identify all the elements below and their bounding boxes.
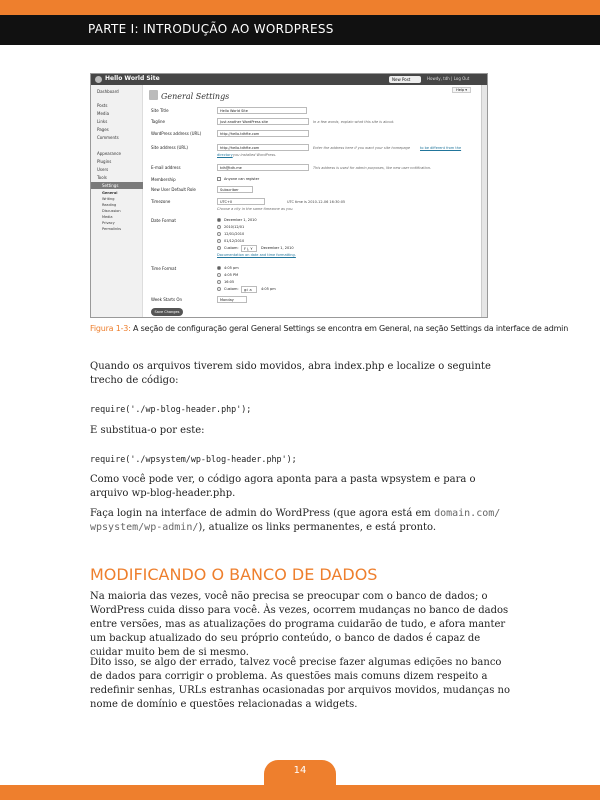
time-option-1: 4:05 pm (224, 266, 239, 270)
sidebar-item-settings[interactable] (91, 182, 143, 189)
paragraph-5: Na maioria das vezes, você não precisa se preocupar com o banco de dados; o WordPress cuida disso para você. Às vezes, ocorrem mudanças no banco de dados entre versões, mas as atualizações do programa cuidarão de tudo, e afora manter um backup atualizado do seu próprio conteúdo, o banco de dados é capaz de cuidar muito bem de si mesmo. (90, 591, 509, 658)
time-radio-3[interactable] (217, 280, 221, 284)
time-option-2: 4:05 PM (224, 273, 239, 277)
email-input[interactable]: tdh@tdh.me (217, 164, 309, 171)
page-number: 14 (293, 765, 307, 776)
settings-page-icon (149, 90, 158, 100)
date-option-4: 01/12/2010 (224, 239, 245, 243)
paragraph-6: Dito isso, se algo der errado, talvez você precise fazer algumas edições no banco de dados para corrigir o problema. As questões mais comuns dizem respeito a redefinir senhas, URLs estranhas ocasionadas por arquivos movidos, mudanças no nome de domínio e questões relacionadas a widgets. (90, 657, 511, 710)
sidebar-sub-permalinks[interactable]: Permalinks (102, 227, 122, 231)
paragraph-2: E substitua-o por este: (90, 425, 205, 436)
section-heading: MODIFICANDO O BANCO DE DADOS (90, 565, 378, 584)
week-starts-select[interactable]: Monday (217, 296, 247, 303)
site-address-label: Site address (URL) (151, 145, 188, 150)
date-custom-input[interactable]: F j, Y (241, 245, 257, 252)
sidebar-item-pages[interactable]: Pages (97, 127, 109, 132)
email-label: E-mail address (151, 165, 181, 170)
chapter-title: PARTE I: INTRODUÇÃO AO WORDPRESS (88, 22, 334, 36)
sidebar-item-users[interactable]: Users (97, 167, 109, 172)
site-title-input[interactable]: Hello World Site (217, 107, 307, 114)
date-radio-3[interactable] (217, 232, 221, 236)
time-radio-custom[interactable] (217, 287, 221, 291)
paragraph-4-text-a: Faça login na interface de admin do WordPress (que agora está em (90, 508, 435, 519)
sidebar-sub-reading[interactable]: Reading (102, 203, 117, 207)
directory-link[interactable]: directory (217, 153, 233, 157)
membership-option: Anyone can register (224, 177, 260, 181)
date-option-1: December 1, 2010 (224, 218, 257, 222)
wp-site-title: Hello World Site (105, 75, 160, 82)
sidebar-item-media[interactable]: Media (97, 111, 110, 116)
date-doc-link[interactable]: Documentation on date and time formatting. (217, 253, 296, 257)
figure-screenshot (90, 73, 488, 318)
code-block-1: require('./wp-blog-header.php'); (90, 404, 252, 414)
date-option-2: 2010/12/01 (224, 225, 245, 229)
sidebar-sub-general[interactable]: General (102, 191, 118, 195)
timezone-label: Timezone (151, 199, 171, 204)
figure-number: Figura 1-3: (90, 324, 131, 333)
date-radio-4[interactable] (217, 239, 221, 243)
sidebar-sub-discussion[interactable]: Discussion (102, 209, 121, 213)
code-block-2: require('./wpsystem/wp-blog-header.php'); (90, 454, 297, 464)
sidebar-sub-privacy[interactable]: Privacy (102, 221, 115, 225)
footer-accent-bar (0, 785, 600, 800)
sidebar-item-appearance[interactable]: Appearance (97, 151, 122, 156)
paragraph-3: Como você pode ver, o código agora aponta para a pasta wpsystem e para o arquivo wp-blog-header.php. (90, 474, 476, 499)
date-radio-1[interactable] (217, 218, 221, 222)
sidebar-sub-writing[interactable]: Writing (102, 197, 115, 201)
time-custom-input[interactable]: g:i a (241, 286, 257, 293)
date-custom-preview: December 1, 2010 (261, 246, 294, 250)
tagline-description: In a few words, explain what this site is about. (313, 120, 395, 124)
time-option-3: 16:05 (224, 280, 235, 284)
date-format-label: Date Format (151, 218, 176, 223)
time-radio-2[interactable] (217, 273, 221, 277)
tagline-input[interactable]: Just another WordPress site (217, 118, 309, 125)
caption-text: A seção de configuração geral General Settings se encontra em General, na seção Settings da interface de admin (133, 324, 569, 333)
sidebar-item-posts[interactable]: Posts (97, 103, 108, 108)
date-option-3: 12/01/2010 (224, 232, 245, 236)
date-custom-label: Custom: (224, 246, 239, 250)
site-address-description: Enter the address here if you want your site homepage (313, 146, 411, 150)
time-custom-preview: 4:05 pm (261, 287, 276, 291)
sidebar-item-label: Settings (102, 183, 119, 188)
sidebar-item-comments[interactable]: Comments (97, 135, 119, 140)
chapter-header (0, 15, 600, 45)
site-address-input[interactable]: http://hello.tdhfte.com (217, 144, 309, 151)
date-radio-2[interactable] (217, 225, 221, 229)
role-select[interactable]: Subscriber (217, 186, 253, 193)
time-custom-label: Custom: (224, 287, 239, 291)
help-button[interactable]: Help ▾ (452, 87, 471, 93)
week-starts-label: Week Starts On (151, 297, 183, 302)
sidebar-item-plugins[interactable]: Plugins (97, 159, 112, 164)
membership-label: Membership (151, 177, 176, 182)
site-title-label: Site Title (151, 108, 169, 113)
timezone-info: UTC time is 2010-12-06 16:30:05 (287, 200, 346, 204)
wp-address-label: WordPress address (URL) (151, 131, 202, 136)
site-address-description-2: you installed WordPress. (233, 153, 277, 157)
top-accent-bar (0, 0, 600, 15)
paragraph-1: Quando os arquivos tiverem sido movidos, abra index.php e localize o seguinte trecho de código: (90, 361, 491, 386)
wordpress-logo-icon (95, 76, 102, 83)
paragraph-4-text-b: ), atualize os links permanentes, e está pronto. (198, 522, 437, 533)
membership-checkbox[interactable] (217, 177, 221, 181)
wp-page-title: General Settings (161, 92, 230, 101)
sidebar-item-tools[interactable]: Tools (97, 175, 107, 180)
site-address-link[interactable]: to be different from the (420, 146, 462, 150)
new-post-button[interactable]: New Post (389, 76, 421, 83)
paragraph-4 (90, 507, 510, 535)
date-radio-custom[interactable] (217, 246, 221, 250)
save-changes-button[interactable]: Save Changes (151, 308, 183, 316)
tagline-label: Tagline (151, 119, 165, 124)
sidebar-item-dashboard[interactable]: Dashboard (97, 89, 119, 94)
time-format-label: Time Format (151, 266, 177, 271)
wp-address-input[interactable]: http://hello.tdhfte.com (217, 130, 309, 137)
timezone-select[interactable]: UTC+0 (217, 198, 265, 205)
wp-admin-bar (91, 74, 487, 85)
scrollbar[interactable] (481, 85, 487, 318)
domain-code: domain.com/ (434, 508, 501, 519)
sidebar-sub-media[interactable]: Media (102, 215, 113, 219)
wp-sidebar (91, 85, 143, 318)
role-label: New User Default Role (151, 187, 196, 192)
howdy-text[interactable]: Howdy, tdh | Log Out (427, 76, 470, 81)
wp-admin-code: wpsystem/wp-admin/ (90, 522, 199, 533)
figure-caption (90, 324, 568, 333)
timezone-description: Choose a city in the same timezone as you. (217, 207, 294, 211)
time-radio-1[interactable] (217, 266, 221, 270)
email-description: This address is used for admin purposes, like new user notification. (313, 166, 432, 170)
sidebar-item-links[interactable]: Links (97, 119, 108, 124)
